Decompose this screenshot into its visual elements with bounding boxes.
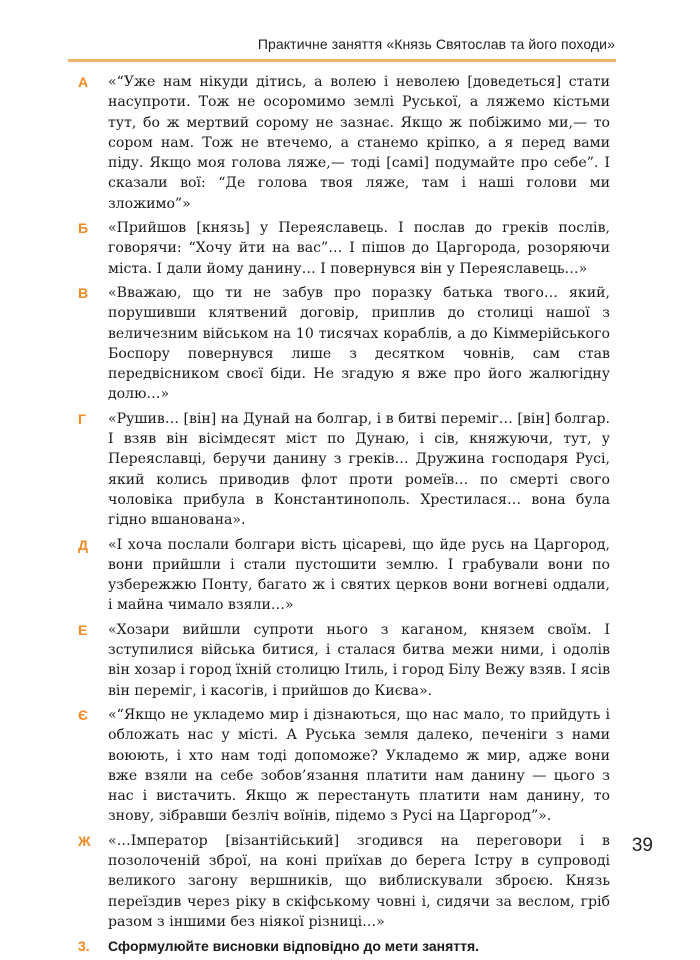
list-item [78,409,610,531]
list-item [78,283,610,405]
header-rule [68,59,616,62]
item-letter: Є [78,706,88,723]
item-letter: В [78,284,89,301]
item-text: «І хоча послали болгари вість цісареві, що йде русь на Царгород, вони прийшли і стали пустошити землю. І грабували вони по узбережжю Понту, багато ж і святих церков вони вогневі оддали, і майна чимало взяли…» [108,536,610,614]
item-letter: Е [78,621,88,638]
item-letter: Г [78,410,86,427]
item-letter: Ж [78,832,91,849]
list-item [78,72,610,214]
item-letter: Д [78,536,88,553]
list-item [78,705,610,827]
running-header: Практичне заняття «Князь Святослав та його походи» [257,36,615,52]
task-item [78,936,610,956]
item-text: «Рушив… [він] на Дунай на болгар, і в битві переміг… [він] болгар. І взяв він вісімдесят міст по Дунаю, і сів, княжуючи, тут, у Переяславці, беручи данину з греків… Дружина господаря Русі, який колись приводив флот проти ромеїв… по смерті свого чоловіка прибула в Константинополь. Хрестилася… вона була гідно вшанована». [108,410,610,529]
page-number: 39 [631,835,653,856]
item-text: «Хозари вийшли супроти нього з каганом, князем своїм. І зступилися війська битися, і сталася битва межи ними, і одолів він хозар і город їхній столицю Ітиль, і город Білу Вежу взяв. І ясів він переміг, і касогів, і прийшов до Києва». [108,621,611,699]
list-item [78,218,610,279]
item-text: «Вважаю, що ти не забув про поразку батька твого… який, порушивши клятвений договір, приплив до столиці нашої з величезним військом на 10 тисячах кораблів, а до Кіммерійського Боспору повернувся лише з десятком човнів, сам став передвісником своєї біди. Не згадую я вже про його жалюгідну долю…» [108,284,610,403]
item-text: «…Імператор [візантійський] згодився на переговори і в позолоченій зброї, на коні приїхав до берега Істру в супроводі великого загону вершників, що виблискували зброєю. Князь переїздив через ріку в скіфському човні і, сидячи за веслом, гріб разом з іншими без ніякої різниці…» [108,832,610,930]
item-letter: Б [78,220,89,237]
list-item [78,620,610,701]
item-text: «“Уже нам нікуди дітись, а волею і неволею [доведеться] стати насупроти. Тож не осоромимо землі Руської, а ляжемо кістьми тут, бо ж мертвий сорому не зазнає. Якщо ж побіжимо ми,— то сором нам. Тож не втечемо, а станемо кріпко, а я перед вами піду. Якщо моя голова ляже,— тоді [самі] подумайте про себе”. І сказали вої: “Де голова твоя ляже, там і наші голови ми зложимо”» [108,74,610,212]
task-text: Сформулюйте висновки відповідно до мети заняття. [108,938,480,955]
task-number: 3. [78,938,90,955]
item-letter: А [78,74,89,90]
list-item [78,535,610,616]
list-item [78,831,610,932]
item-text: «Прийшов [князь] у Переяславець. І послав до греків послів, говорячи: “Хочу йти на вас”… І пішов до Царгорода, розоряючи міста. І дали йому данину… І повернувся він у Переяславець…» [108,220,610,277]
source-list [78,72,610,960]
item-text: «“Якщо не укладемо мир і дізнаються, що нас мало, то прийдуть і обложать нас у місті. А Руська земля далеко, печеніги з нами воюють, і хто нам тоді допоможе? Укладемо ж мир, адже вони вже взяли на себе зобов’язання платити нам данину — цього з нас і вистачить. Якщо ж перестануть платити нам данину, то знову, зібравши безліч воїнів, підемо з Русі на Царгород”». [108,706,610,825]
